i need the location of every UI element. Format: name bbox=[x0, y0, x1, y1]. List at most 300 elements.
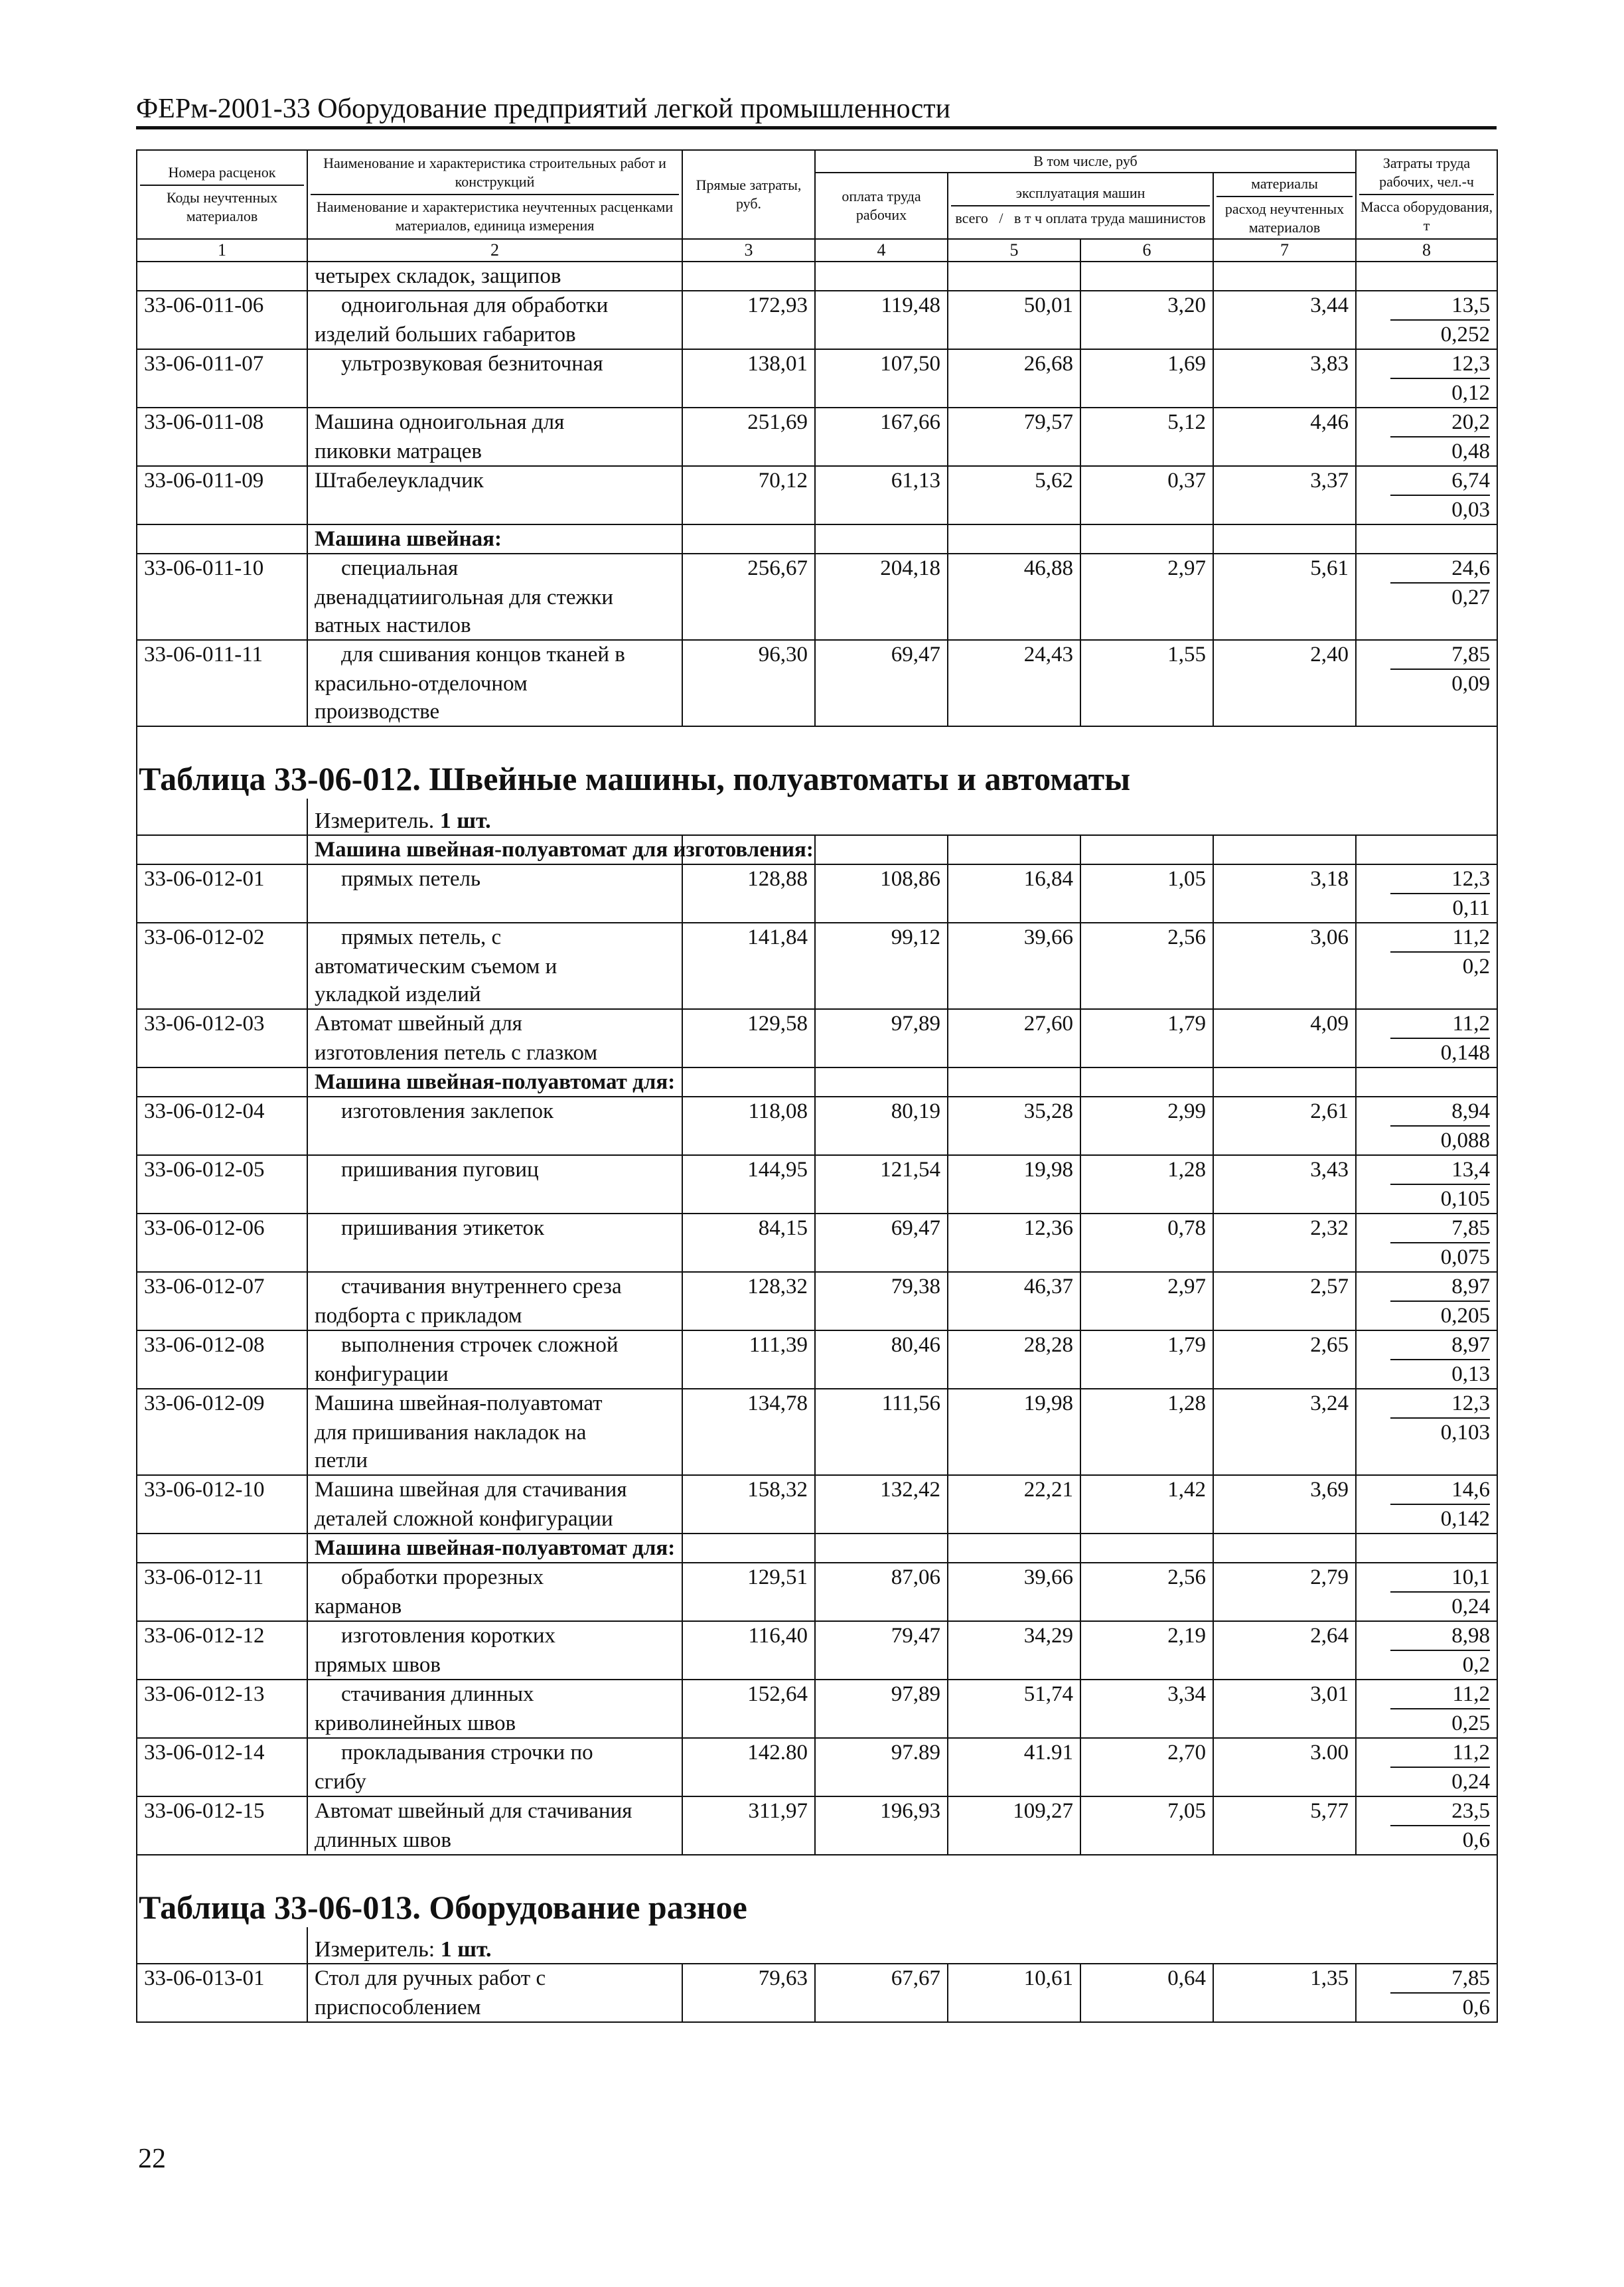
value-labor: 196,93 bbox=[815, 1796, 948, 1826]
empty-cell bbox=[1356, 1067, 1497, 1097]
empty-cell bbox=[815, 1651, 948, 1680]
value-labor: 80,46 bbox=[815, 1330, 948, 1360]
table-row bbox=[137, 554, 1497, 584]
empty-cell bbox=[682, 1593, 815, 1621]
value-machinists: 0,78 bbox=[1080, 1214, 1213, 1243]
col-machines-total-header: всего bbox=[955, 210, 988, 226]
empty-cell bbox=[1213, 1039, 1356, 1067]
value-labor: 108,86 bbox=[815, 864, 948, 894]
table-row bbox=[137, 1419, 1497, 1447]
rate-code: 33-06-011-06 bbox=[137, 291, 307, 321]
rate-name: Стол для ручных работ с bbox=[307, 1964, 682, 1994]
empty-cell bbox=[682, 496, 815, 524]
rate-name bbox=[307, 379, 682, 408]
empty-cell bbox=[682, 698, 815, 726]
empty-cell bbox=[815, 496, 948, 524]
value-labor: 132,42 bbox=[815, 1475, 948, 1505]
value-machinists: 7,05 bbox=[1080, 1796, 1213, 1826]
value-labor-cost bbox=[1356, 1621, 1497, 1651]
value-mat: 3,83 bbox=[1213, 349, 1356, 379]
empty-cell bbox=[1213, 1994, 1356, 2022]
value-direct: 129,51 bbox=[682, 1563, 815, 1593]
empty-cell bbox=[948, 1826, 1080, 1855]
labor-cost-value: 8,98 bbox=[1390, 1622, 1490, 1651]
rate-name: карманов bbox=[307, 1593, 682, 1621]
table-row bbox=[137, 981, 1497, 1009]
empty-cell bbox=[137, 1127, 307, 1155]
rate-code: 33-06-011-07 bbox=[137, 349, 307, 379]
rate-name: прокладывания строчки по bbox=[307, 1738, 682, 1768]
col-machines-header: эксплуатация машин всего / в т ч оплата труда машинистов bbox=[948, 173, 1213, 239]
empty-cell bbox=[1213, 981, 1356, 1009]
value-mach: 19,98 bbox=[948, 1155, 1080, 1185]
empty-cell bbox=[1080, 1360, 1213, 1389]
value-mach: 39,66 bbox=[948, 1563, 1080, 1593]
empty-cell bbox=[682, 1447, 815, 1475]
table-row bbox=[137, 1768, 1497, 1796]
empty-cell bbox=[815, 1709, 948, 1738]
value-labor: 67,67 bbox=[815, 1964, 948, 1994]
table-row bbox=[137, 1593, 1497, 1621]
empty-cell bbox=[815, 1419, 948, 1447]
value-labor: 87,06 bbox=[815, 1563, 948, 1593]
value-mass: 0,148 bbox=[1356, 1039, 1497, 1067]
rate-code: 33-06-012-14 bbox=[137, 1738, 307, 1768]
value-labor: 111,56 bbox=[815, 1389, 948, 1419]
empty-cell bbox=[1356, 981, 1497, 1009]
value-mat: 5,77 bbox=[1213, 1796, 1356, 1826]
empty-cell bbox=[682, 1185, 815, 1214]
value-mach: 28,28 bbox=[948, 1330, 1080, 1360]
empty-cell bbox=[1213, 1360, 1356, 1389]
empty-cell bbox=[1213, 894, 1356, 923]
value-mat: 3,01 bbox=[1213, 1680, 1356, 1709]
labor-cost-value: 12,3 bbox=[1390, 1389, 1490, 1419]
value-mat: 3,18 bbox=[1213, 864, 1356, 894]
col-num: 4 bbox=[815, 239, 948, 262]
table-row bbox=[137, 1651, 1497, 1680]
value-machinists: 1,79 bbox=[1080, 1330, 1213, 1360]
empty-cell bbox=[682, 981, 815, 1009]
empty-cell bbox=[1213, 670, 1356, 698]
empty-cell bbox=[137, 1994, 307, 2022]
value-mach: 46,88 bbox=[948, 554, 1080, 584]
value-labor-cost bbox=[1356, 1475, 1497, 1505]
empty-cell bbox=[1080, 584, 1213, 611]
labor-cost-value: 8,97 bbox=[1390, 1273, 1490, 1302]
group-heading-row bbox=[137, 1067, 1497, 1097]
empty-cell bbox=[137, 1826, 307, 1855]
value-mat: 3,69 bbox=[1213, 1475, 1356, 1505]
empty-cell bbox=[137, 1447, 307, 1475]
empty-cell bbox=[1080, 1302, 1213, 1330]
labor-cost-value: 14,6 bbox=[1390, 1476, 1490, 1505]
group-heading-row bbox=[137, 524, 1497, 554]
value-mass: 0,088 bbox=[1356, 1127, 1497, 1155]
value-labor-cost bbox=[1356, 864, 1497, 894]
value-direct: 144,95 bbox=[682, 1155, 815, 1185]
value-mass: 0,205 bbox=[1356, 1302, 1497, 1330]
empty-cell bbox=[948, 611, 1080, 640]
empty-cell bbox=[682, 1768, 815, 1796]
rate-code: 33-06-012-07 bbox=[137, 1272, 307, 1302]
value-labor-cost bbox=[1356, 923, 1497, 953]
value-machinists: 0,64 bbox=[1080, 1964, 1213, 1994]
empty-cell bbox=[1080, 1593, 1213, 1621]
rate-name bbox=[307, 1185, 682, 1214]
table-row bbox=[137, 1127, 1497, 1155]
empty-cell bbox=[1213, 437, 1356, 466]
value-mach: 109,27 bbox=[948, 1796, 1080, 1826]
unit-value: 1 шт. bbox=[439, 809, 491, 833]
value-labor-cost bbox=[1356, 1009, 1497, 1039]
value-labor-cost bbox=[1356, 291, 1497, 321]
value-mass: 0,142 bbox=[1356, 1505, 1497, 1534]
col-num: 2 bbox=[307, 239, 682, 262]
labor-cost-value: 7,85 bbox=[1390, 1214, 1490, 1243]
empty-cell bbox=[137, 1360, 307, 1389]
unit-value: 1 шт. bbox=[440, 1937, 492, 1962]
labor-cost-value: 10,1 bbox=[1390, 1563, 1490, 1593]
table-row bbox=[137, 923, 1497, 953]
empty-cell bbox=[137, 1768, 307, 1796]
value-mach: 51,74 bbox=[948, 1680, 1080, 1709]
rate-name: пришивания пуговиц bbox=[307, 1155, 682, 1185]
rate-code: 33-06-011-11 bbox=[137, 640, 307, 670]
value-labor-cost bbox=[1356, 554, 1497, 584]
value-machinists: 1,55 bbox=[1080, 640, 1213, 670]
value-machinists: 2,56 bbox=[1080, 923, 1213, 953]
col-mass-header: Масса оборудования, т bbox=[1359, 194, 1494, 235]
empty-cell bbox=[1213, 1419, 1356, 1447]
rate-name: специальная bbox=[307, 554, 682, 584]
table-row bbox=[137, 1621, 1497, 1651]
empty-cell bbox=[682, 953, 815, 981]
value-machinists: 2,97 bbox=[1080, 554, 1213, 584]
col-num: 6 bbox=[1080, 239, 1213, 262]
empty-cell bbox=[815, 1994, 948, 2022]
empty-cell bbox=[1356, 1447, 1497, 1475]
rate-name: прямых швов bbox=[307, 1651, 682, 1680]
rate-name: ультрозвуковая безниточная bbox=[307, 349, 682, 379]
value-labor: 80,19 bbox=[815, 1097, 948, 1127]
empty-cell bbox=[1080, 894, 1213, 923]
empty-cell bbox=[948, 981, 1080, 1009]
rate-name: сгибу bbox=[307, 1768, 682, 1796]
empty-cell bbox=[815, 670, 948, 698]
empty-cell bbox=[948, 1505, 1080, 1534]
empty-cell bbox=[948, 1302, 1080, 1330]
rate-name: деталей сложной конфигурации bbox=[307, 1505, 682, 1534]
table-row bbox=[137, 584, 1497, 611]
col-direct-header: Прямые затраты, руб. bbox=[682, 150, 815, 239]
empty-cell bbox=[1213, 1534, 1356, 1563]
empty-cell bbox=[682, 1039, 815, 1067]
value-labor: 204,18 bbox=[815, 554, 948, 584]
value-labor: 97.89 bbox=[815, 1738, 948, 1768]
value-mass: 0,2 bbox=[1356, 953, 1497, 981]
value-machinists: 1,69 bbox=[1080, 349, 1213, 379]
empty-cell bbox=[1080, 611, 1213, 640]
value-direct: 116,40 bbox=[682, 1621, 815, 1651]
empty-cell bbox=[682, 894, 815, 923]
empty-cell bbox=[1080, 1127, 1213, 1155]
table-row bbox=[137, 1964, 1497, 1994]
empty-cell bbox=[1356, 698, 1497, 726]
rate-name: автоматическим съемом и bbox=[307, 953, 682, 981]
rate-code: 33-06-012-06 bbox=[137, 1214, 307, 1243]
empty-cell bbox=[1080, 496, 1213, 524]
empty-cell bbox=[948, 1534, 1080, 1563]
empty-cell bbox=[815, 835, 948, 864]
empty-cell bbox=[1213, 698, 1356, 726]
value-labor-cost bbox=[1356, 1155, 1497, 1185]
table-row bbox=[137, 321, 1497, 349]
empty-cell bbox=[1213, 524, 1356, 554]
value-mach: 22,21 bbox=[948, 1475, 1080, 1505]
value-labor-cost bbox=[1356, 1796, 1497, 1826]
value-mass: 0,103 bbox=[1356, 1419, 1497, 1447]
empty-cell bbox=[1080, 1534, 1213, 1563]
empty-cell bbox=[137, 437, 307, 466]
empty-cell bbox=[1080, 437, 1213, 466]
table-row bbox=[137, 1185, 1497, 1214]
empty-cell bbox=[1080, 1419, 1213, 1447]
value-labor-cost bbox=[1356, 1680, 1497, 1709]
col-num: 3 bbox=[682, 239, 815, 262]
group-heading: Машина швейная-полуавтомат для: bbox=[307, 1534, 682, 1563]
labor-cost-value: 13,4 bbox=[1390, 1156, 1490, 1185]
empty-cell bbox=[137, 496, 307, 524]
rate-code: 33-06-011-10 bbox=[137, 554, 307, 584]
empty-cell bbox=[948, 1593, 1080, 1621]
value-mass: 0,11 bbox=[1356, 894, 1497, 923]
empty-cell bbox=[137, 1651, 307, 1680]
value-labor: 79,38 bbox=[815, 1272, 948, 1302]
empty-cell bbox=[682, 1709, 815, 1738]
empty-cell bbox=[682, 1534, 815, 1563]
rate-code: 33-06-012-02 bbox=[137, 923, 307, 953]
empty-cell bbox=[137, 670, 307, 698]
value-direct: 152,64 bbox=[682, 1680, 815, 1709]
empty-cell bbox=[1213, 1067, 1356, 1097]
table-row bbox=[137, 953, 1497, 981]
empty-cell bbox=[815, 611, 948, 640]
table-row bbox=[137, 496, 1497, 524]
rate-name: криволинейных швов bbox=[307, 1709, 682, 1738]
value-labor-cost bbox=[1356, 349, 1497, 379]
value-mat: 2,79 bbox=[1213, 1563, 1356, 1593]
value-labor: 79,47 bbox=[815, 1621, 948, 1651]
empty-cell bbox=[137, 1534, 307, 1563]
value-mat: 3,24 bbox=[1213, 1389, 1356, 1419]
value-direct: 134,78 bbox=[682, 1389, 815, 1419]
empty-cell bbox=[137, 1419, 307, 1447]
value-labor-cost bbox=[1356, 1214, 1497, 1243]
rate-code: 33-06-012-10 bbox=[137, 1475, 307, 1505]
col-name-header: Наименование и характеристика строительных работ и конструкций Наименование и характеристика неучтенных расценками материалов, единица измерения bbox=[307, 150, 682, 239]
table-title: Таблица 33-06-013. Оборудование разное bbox=[137, 1855, 1497, 1927]
empty-cell bbox=[137, 1243, 307, 1272]
empty-cell bbox=[815, 379, 948, 408]
labor-cost-value: 7,85 bbox=[1390, 1964, 1490, 1994]
rate-name: изготовления коротких bbox=[307, 1621, 682, 1651]
col-name-sub-header: Наименование и характеристика неучтенных расценками материалов, единица измерения bbox=[311, 194, 679, 235]
value-labor-cost bbox=[1356, 408, 1497, 437]
value-machinists: 2,97 bbox=[1080, 1272, 1213, 1302]
table-row bbox=[137, 864, 1497, 894]
rate-name: петли bbox=[307, 1447, 682, 1475]
table-row bbox=[137, 1738, 1497, 1768]
value-mat: 4,09 bbox=[1213, 1009, 1356, 1039]
table-row bbox=[137, 670, 1497, 698]
empty-cell bbox=[815, 1127, 948, 1155]
empty-cell bbox=[137, 894, 307, 923]
unit-measure bbox=[307, 799, 1497, 835]
rate-code: 33-06-013-01 bbox=[137, 1964, 307, 1994]
labor-cost-value: 11,2 bbox=[1390, 1680, 1490, 1709]
value-labor: 97,89 bbox=[815, 1009, 948, 1039]
value-mach: 26,68 bbox=[948, 349, 1080, 379]
value-machinists: 0,37 bbox=[1080, 466, 1213, 496]
col-num: 5 bbox=[948, 239, 1080, 262]
empty-cell bbox=[1080, 953, 1213, 981]
col-incl-header: В том числе, руб bbox=[815, 150, 1356, 173]
rate-code: 33-06-012-09 bbox=[137, 1389, 307, 1419]
value-mat: 3,06 bbox=[1213, 923, 1356, 953]
value-machinists: 2,99 bbox=[1080, 1097, 1213, 1127]
value-labor-cost bbox=[1356, 1097, 1497, 1127]
empty-cell bbox=[1213, 1826, 1356, 1855]
value-direct: 138,01 bbox=[682, 349, 815, 379]
empty-cell bbox=[137, 1039, 307, 1067]
empty-cell bbox=[137, 835, 307, 864]
labor-cost-value: 12,3 bbox=[1390, 350, 1490, 379]
table-row bbox=[137, 1243, 1497, 1272]
empty-cell bbox=[815, 1826, 948, 1855]
table-row bbox=[137, 1475, 1497, 1505]
value-mat: 3,37 bbox=[1213, 466, 1356, 496]
value-mass: 0,075 bbox=[1356, 1243, 1497, 1272]
table-row bbox=[137, 379, 1497, 408]
value-machinists: 3,20 bbox=[1080, 291, 1213, 321]
value-mat: 3,43 bbox=[1213, 1155, 1356, 1185]
value-mass: 0,105 bbox=[1356, 1185, 1497, 1214]
empty-cell bbox=[137, 799, 307, 835]
empty-cell bbox=[1080, 1185, 1213, 1214]
value-direct: 128,32 bbox=[682, 1272, 815, 1302]
empty-cell bbox=[1213, 496, 1356, 524]
labor-cost-value: 8,97 bbox=[1390, 1331, 1490, 1360]
rate-code: 33-06-011-09 bbox=[137, 466, 307, 496]
empty-cell bbox=[1080, 981, 1213, 1009]
table-row bbox=[137, 291, 1497, 321]
empty-cell bbox=[948, 1768, 1080, 1796]
empty-cell bbox=[137, 981, 307, 1009]
value-mach: 50,01 bbox=[948, 291, 1080, 321]
empty-cell bbox=[682, 1994, 815, 2022]
value-mat: 2,65 bbox=[1213, 1330, 1356, 1360]
empty-cell bbox=[682, 1302, 815, 1330]
table-row bbox=[137, 698, 1497, 726]
table-row bbox=[137, 894, 1497, 923]
rates-table bbox=[136, 149, 1498, 2023]
page-number: 22 bbox=[138, 2144, 166, 2174]
empty-cell bbox=[1080, 698, 1213, 726]
table-row bbox=[137, 1505, 1497, 1534]
rate-name: Машина швейная для стачивания bbox=[307, 1475, 682, 1505]
empty-cell bbox=[1213, 1302, 1356, 1330]
table-row bbox=[137, 408, 1497, 437]
empty-cell bbox=[1213, 1243, 1356, 1272]
empty-cell bbox=[948, 835, 1080, 864]
value-machinists: 2,56 bbox=[1080, 1563, 1213, 1593]
labor-cost-value: 20,2 bbox=[1390, 408, 1490, 437]
empty-cell bbox=[815, 1302, 948, 1330]
table-title-row bbox=[137, 1855, 1497, 1927]
value-labor-cost bbox=[1356, 1964, 1497, 1994]
table-row bbox=[137, 1302, 1497, 1330]
rate-name: Автомат швейный для bbox=[307, 1009, 682, 1039]
empty-cell bbox=[682, 1651, 815, 1680]
column-numbers-row bbox=[137, 239, 1497, 262]
table-row bbox=[137, 1097, 1497, 1127]
col-num: 8 bbox=[1356, 239, 1497, 262]
rate-name: одноигольная для обработки bbox=[307, 291, 682, 321]
table-row bbox=[137, 466, 1497, 496]
value-direct: 79,63 bbox=[682, 1964, 815, 1994]
value-mach: 35,28 bbox=[948, 1097, 1080, 1127]
col-codes-header: Коды неучтенных материалов bbox=[140, 185, 304, 226]
labor-cost-value: 6,74 bbox=[1390, 467, 1490, 496]
empty-cell bbox=[1356, 611, 1497, 640]
value-mat: 3.00 bbox=[1213, 1738, 1356, 1768]
labor-cost-value: 23,5 bbox=[1390, 1797, 1490, 1826]
rate-name: конфигурации bbox=[307, 1360, 682, 1389]
value-mat: 1,35 bbox=[1213, 1964, 1356, 1994]
rate-code: 33-06-012-13 bbox=[137, 1680, 307, 1709]
empty-cell bbox=[948, 1419, 1080, 1447]
unit-measure bbox=[307, 1927, 1497, 1964]
labor-cost-value: 12,3 bbox=[1390, 865, 1490, 894]
table-row bbox=[137, 1039, 1497, 1067]
group-heading: Машина швейная-полуавтомат для изготовления: bbox=[307, 835, 682, 864]
rate-name: изготовления заклепок bbox=[307, 1097, 682, 1127]
empty-cell bbox=[948, 1243, 1080, 1272]
rate-name: для сшивания концов тканей в bbox=[307, 640, 682, 670]
value-direct: 142.80 bbox=[682, 1738, 815, 1768]
empty-cell bbox=[815, 1067, 948, 1097]
empty-cell bbox=[1080, 1994, 1213, 2022]
value-mass: 0,252 bbox=[1356, 321, 1497, 349]
continuation-text: четырех складок, защипов bbox=[307, 262, 682, 291]
rate-name: пришивания этикеток bbox=[307, 1214, 682, 1243]
table-row bbox=[137, 1155, 1497, 1185]
value-direct: 128,88 bbox=[682, 864, 815, 894]
table-row bbox=[137, 640, 1497, 670]
value-direct: 172,93 bbox=[682, 291, 815, 321]
table-row bbox=[137, 1389, 1497, 1419]
group-heading: Машина швейная: bbox=[307, 524, 682, 554]
table-row bbox=[137, 349, 1497, 379]
empty-cell bbox=[815, 1039, 948, 1067]
empty-cell bbox=[815, 698, 948, 726]
empty-cell bbox=[948, 698, 1080, 726]
value-mach: 16,84 bbox=[948, 864, 1080, 894]
labor-cost-value: 11,2 bbox=[1390, 1010, 1490, 1039]
value-machinists: 1,28 bbox=[1080, 1155, 1213, 1185]
empty-cell bbox=[948, 894, 1080, 923]
